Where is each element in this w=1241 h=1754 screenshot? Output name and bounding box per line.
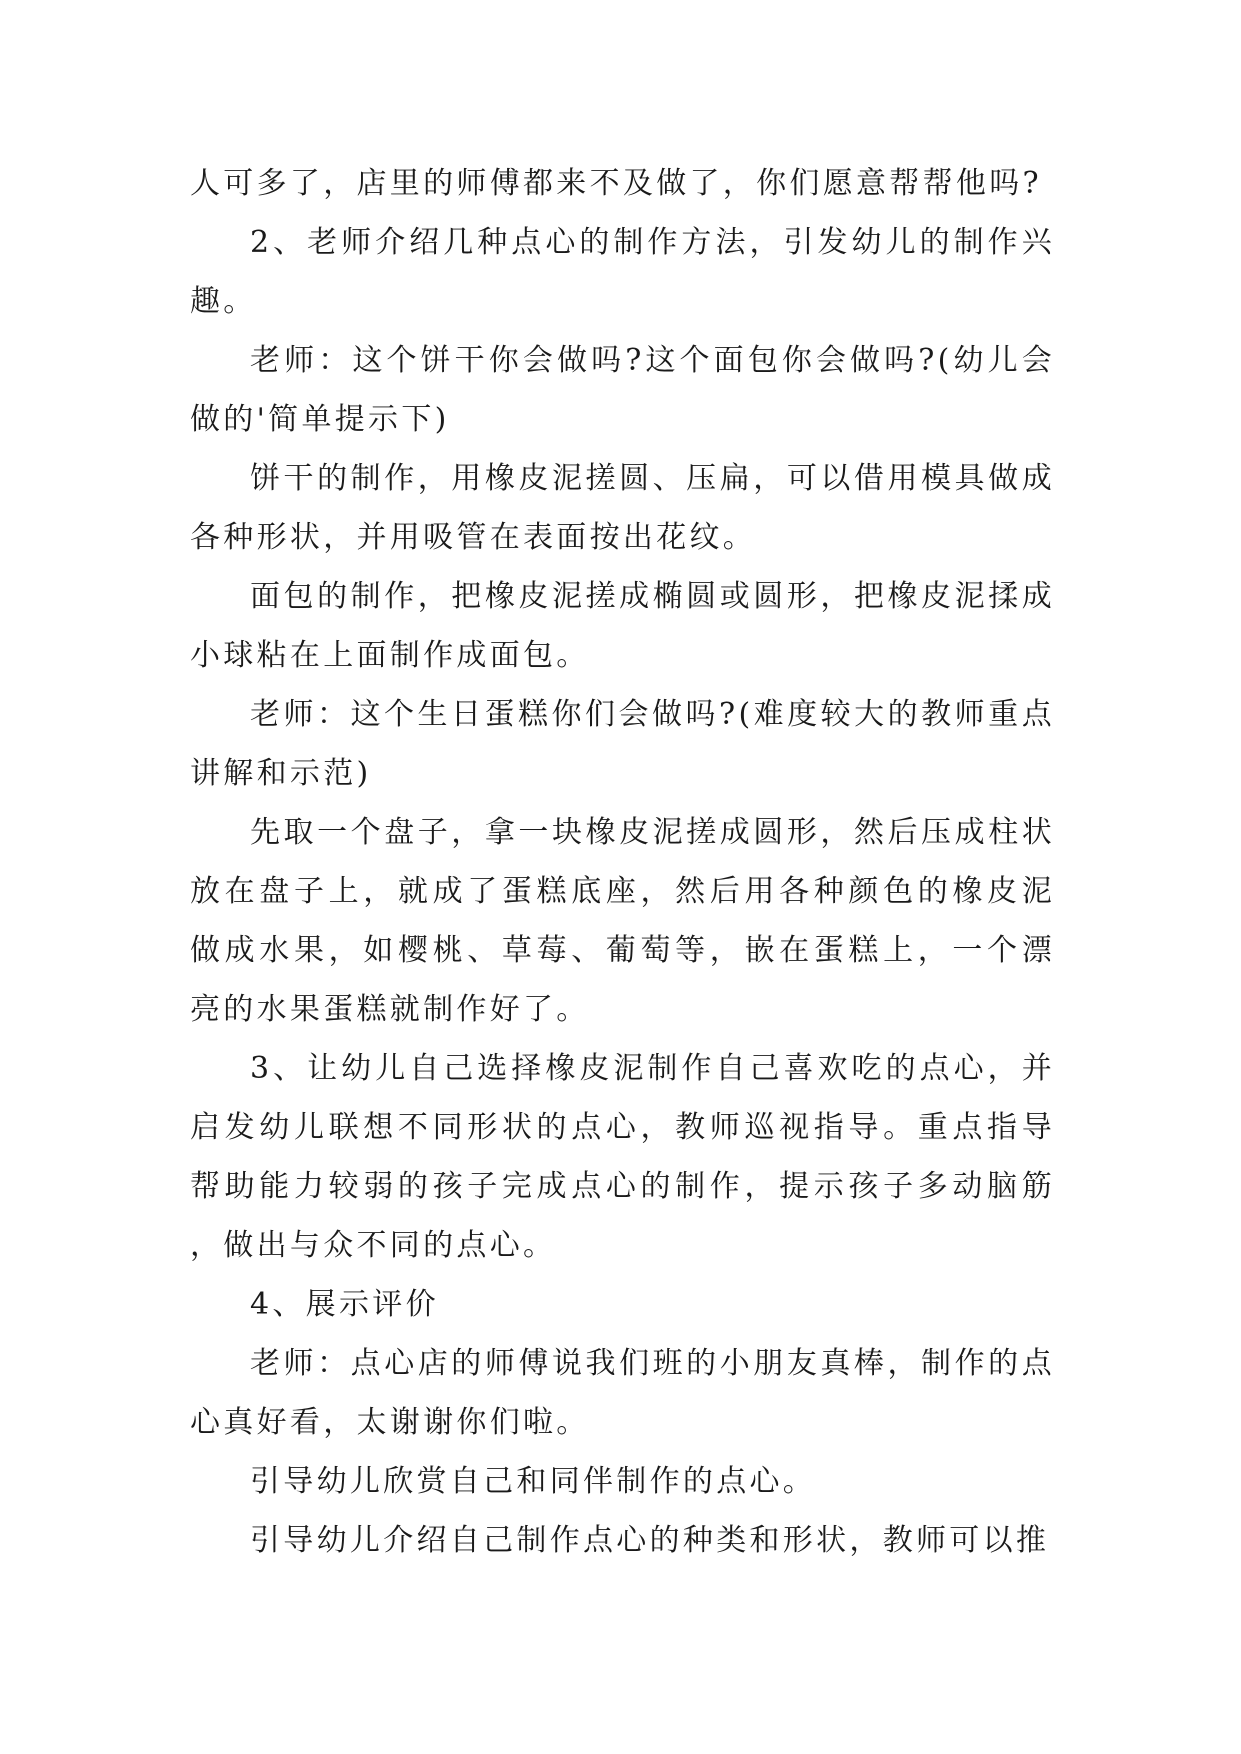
paragraph-cake-method: 先取一个盘子，拿一块橡皮泥搓成圆形，然后压成柱状放在盘子上，就成了蛋糕底座，然后用各种颜色的橡皮泥做成水果，如樱桃、草莓、葡萄等，嵌在蛋糕上，一个漂亮的水果蛋糕就制作好了。 <box>190 815 1055 1027</box>
paragraph-introduce: 引导幼儿介绍自己制作点心的种类和形状，教师可以推 <box>250 1523 1050 1558</box>
paragraph-step-2: 2、老师介绍几种点心的制作方法，引发幼儿的制作兴趣。 <box>190 225 1055 319</box>
document-body <box>190 154 1055 1570</box>
paragraph-bread-method: 面包的制作，把橡皮泥搓成椭圆或圆形，把橡皮泥揉成小球粘在上面制作成面包。 <box>190 579 1055 673</box>
paragraph-step-4: 4、展示评价 <box>250 1287 439 1322</box>
paragraph-cake-question: 老师：这个生日蛋糕你们会做吗?(难度较大的教师重点讲解和示范) <box>190 697 1055 791</box>
paragraph-step-3: 3、让幼儿自己选择橡皮泥制作自己喜欢吃的点心，并启发幼儿联想不同形状的点心，教师巡视指导。重点指导帮助能力较弱的孩子完成点心的制作，提示孩子多动脑筋，做出与众不同的点心。 <box>190 1051 1055 1263</box>
paragraph-teacher-praise: 老师：点心店的师傅说我们班的小朋友真棒，制作的点心真好看，太谢谢你们啦。 <box>190 1346 1055 1440</box>
paragraph-continuation: 人可多了，店里的师傅都来不及做了，你们愿意帮帮他吗? <box>190 166 1042 201</box>
paragraph-appreciate: 引导幼儿欣赏自己和同伴制作的点心。 <box>250 1464 817 1499</box>
paragraph-teacher-question: 老师：这个饼干你会做吗?这个面包你会做吗?(幼儿会做的'简单提示下) <box>190 343 1055 437</box>
paragraph-biscuit-method: 饼干的制作，用橡皮泥搓圆、压扁，可以借用模具做成各种形状，并用吸管在表面按出花纹。 <box>190 461 1055 555</box>
